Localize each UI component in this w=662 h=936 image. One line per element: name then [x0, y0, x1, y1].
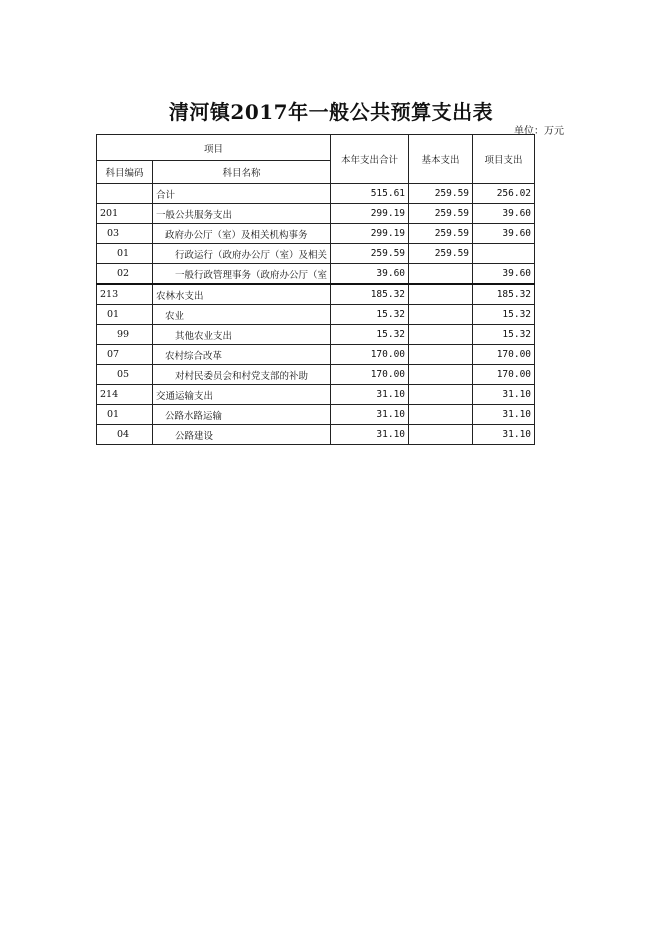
- cell-code: 213: [97, 284, 153, 305]
- cell-total: 31.10: [331, 425, 409, 445]
- cell-name: 合计: [153, 184, 331, 204]
- cell-total: 15.32: [331, 305, 409, 325]
- cell-code: 05: [97, 365, 153, 385]
- cell-total: 185.32: [331, 284, 409, 305]
- table-row: [97, 345, 535, 365]
- cell-basic: [409, 365, 473, 385]
- cell-basic: [409, 325, 473, 345]
- cell-basic: [409, 385, 473, 405]
- cell-basic: 259.59: [409, 204, 473, 224]
- table-row: [97, 224, 535, 244]
- cell-project: 31.10: [473, 425, 535, 445]
- cell-name: 一般公共服务支出: [153, 204, 331, 224]
- cell-total: 170.00: [331, 365, 409, 385]
- cell-code: 201: [97, 204, 153, 224]
- cell-total: 299.19: [331, 224, 409, 244]
- cell-name: 农村综合改革: [153, 345, 331, 365]
- cell-code: 01: [97, 305, 153, 325]
- cell-basic: [409, 345, 473, 365]
- cell-name: 一般行政管理事务（政府办公厅（室: [153, 264, 331, 285]
- cell-name: 公路建设: [153, 425, 331, 445]
- cell-name: 交通运输支出: [153, 385, 331, 405]
- cell-name: 公路水路运输: [153, 405, 331, 425]
- cell-project: [473, 244, 535, 264]
- cell-total: 170.00: [331, 345, 409, 365]
- cell-code: 07: [97, 345, 153, 365]
- cell-name: 政府办公厅（室）及相关机构事务: [153, 224, 331, 244]
- cell-project: 185.32: [473, 284, 535, 305]
- cell-project: 15.32: [473, 325, 535, 345]
- cell-code: 01: [97, 405, 153, 425]
- cell-code: 01: [97, 244, 153, 264]
- cell-name: 对村民委员会和村党支部的补助: [153, 365, 331, 385]
- table-row: [97, 284, 535, 305]
- budget-table: [96, 134, 535, 445]
- cell-code: [97, 184, 153, 204]
- table-row: [97, 204, 535, 224]
- table-row: [97, 325, 535, 345]
- cell-code: 04: [97, 425, 153, 445]
- header-item: 项目: [97, 135, 331, 161]
- table-row: [97, 405, 535, 425]
- page-title: 清河镇2017年一般公共预算支出表: [168, 100, 494, 124]
- cell-name: 农业: [153, 305, 331, 325]
- cell-name: 其他农业支出: [153, 325, 331, 345]
- cell-project: 256.02: [473, 184, 535, 204]
- cell-basic: [409, 405, 473, 425]
- header-code: 科目编码: [97, 161, 153, 184]
- cell-project: 31.10: [473, 385, 535, 405]
- header-project: 项目支出: [473, 135, 535, 184]
- cell-basic: [409, 264, 473, 285]
- table-body: [97, 184, 535, 445]
- cell-project: 15.32: [473, 305, 535, 325]
- cell-code: 02: [97, 264, 153, 285]
- cell-project: 31.10: [473, 405, 535, 425]
- cell-code: 214: [97, 385, 153, 405]
- cell-code: 99: [97, 325, 153, 345]
- table-row: [97, 425, 535, 445]
- cell-basic: 259.59: [409, 244, 473, 264]
- table-row: [97, 305, 535, 325]
- cell-project: 39.60: [473, 224, 535, 244]
- cell-project: 170.00: [473, 345, 535, 365]
- cell-basic: [409, 305, 473, 325]
- cell-project: 39.60: [473, 264, 535, 285]
- unit-label: 单位：万元: [514, 126, 564, 137]
- header-total: 本年支出合计: [331, 135, 409, 184]
- cell-total: 299.19: [331, 204, 409, 224]
- table-row: [97, 385, 535, 405]
- cell-code: 03: [97, 224, 153, 244]
- cell-basic: 259.59: [409, 224, 473, 244]
- header-basic: 基本支出: [409, 135, 473, 184]
- cell-name: 农林水支出: [153, 284, 331, 305]
- cell-total: 15.32: [331, 325, 409, 345]
- table-row: [97, 244, 535, 264]
- cell-total: 39.60: [331, 264, 409, 285]
- cell-basic: [409, 284, 473, 305]
- cell-total: 515.61: [331, 184, 409, 204]
- table-row: [97, 365, 535, 385]
- cell-basic: [409, 425, 473, 445]
- table-row: [97, 264, 535, 285]
- cell-basic: 259.59: [409, 184, 473, 204]
- header-name: 科目名称: [153, 161, 331, 184]
- cell-total: 31.10: [331, 385, 409, 405]
- cell-total: 259.59: [331, 244, 409, 264]
- cell-name: 行政运行（政府办公厅（室）及相关: [153, 244, 331, 264]
- cell-project: 170.00: [473, 365, 535, 385]
- table-row: [97, 184, 535, 204]
- cell-total: 31.10: [331, 405, 409, 425]
- cell-project: 39.60: [473, 204, 535, 224]
